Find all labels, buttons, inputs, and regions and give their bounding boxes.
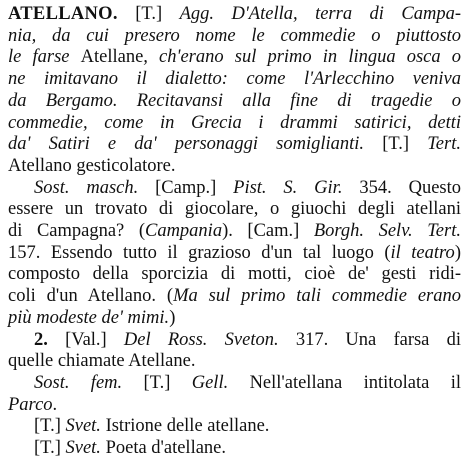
gloss: Campania	[144, 221, 223, 242]
sense-number: 2.	[34, 329, 48, 350]
grammar-label: Sost. fem.	[34, 372, 123, 393]
entry-line	[8, 4, 461, 26]
citation-author: Svet.	[65, 416, 101, 437]
entry-line	[8, 199, 461, 221]
source-tag: [T.]	[117, 4, 180, 24]
source-tag: [Camp.]	[138, 177, 234, 198]
definition-text: le	[8, 47, 33, 68]
definition-text: , ch'erano sul primo in lingua osca o	[143, 47, 462, 68]
example-text: 354. Questo	[342, 177, 461, 198]
example-text: )	[454, 242, 461, 263]
entry-line	[8, 308, 461, 330]
entry-line	[8, 351, 461, 373]
definition-text: farse	[32, 47, 81, 68]
definition-text: da Bergamo. Recitavansi alla fine di tragedie o	[8, 90, 461, 111]
source-tag: [Val.]	[47, 329, 124, 350]
entry-line	[8, 373, 461, 395]
grammar-label: Sost. masch.	[34, 177, 139, 198]
citation-author: Svet.	[65, 438, 101, 459]
gloss: Ma sul primo tali commedie erano	[173, 286, 461, 307]
definition-text: ne imitavano il dialetto: come l'Arlecchino veniva	[8, 69, 461, 90]
example-text: Nell'atellana intitolata il	[228, 372, 461, 393]
example-text: di Campagna? (	[8, 221, 145, 242]
citation-author: Tert.	[427, 134, 461, 155]
entry-line	[8, 416, 461, 438]
example-text: Poeta d'atellane.	[100, 438, 227, 459]
gloss: più modeste de' mimi.	[8, 307, 170, 328]
example-text: Atellano gesticolatore.	[8, 155, 176, 176]
entry-line	[8, 395, 461, 417]
entry-line	[8, 438, 461, 460]
source-tag: [T.]	[34, 438, 66, 459]
entry-line	[8, 134, 461, 156]
example-text: .	[52, 394, 58, 415]
headword: ATELLANO.	[8, 4, 118, 24]
example-text: composto della sporcizia di motti, cioè de' gesti ridi-	[8, 264, 461, 285]
gloss: il teatro	[390, 242, 455, 263]
entry-line	[8, 221, 461, 243]
entry-line	[8, 113, 461, 135]
source-tag: [T.]	[122, 372, 192, 393]
entry-line	[8, 26, 461, 48]
entry-line	[8, 156, 461, 178]
example-text: 317. Una farsa di	[278, 329, 461, 350]
example-text: )	[169, 307, 176, 328]
citation-author: Borgh. Selv. Tert.	[313, 221, 461, 242]
entry-line	[8, 286, 461, 308]
gloss: Parco	[8, 394, 53, 415]
example-text: coli d'un Atellano. (	[8, 286, 174, 307]
entry-line	[8, 330, 461, 352]
definition-text: commedie, come in Grecia i drammi satirici, detti	[8, 112, 461, 133]
example-text: 157. Essendo tutto il grazioso d'un tal luogo (	[8, 242, 391, 263]
entry-line	[8, 91, 461, 113]
source-tag: ). [Cam.]	[222, 221, 314, 242]
example-text: essere un trovato di giocolare, o giuochi degli atellani	[8, 199, 461, 220]
definition-text: Agg. D'Atella, terra di Campa-	[179, 4, 461, 24]
source-tag: [T.]	[34, 416, 66, 437]
entry-line	[8, 264, 461, 286]
citation-author: Pist. S. Gir.	[233, 177, 343, 198]
definition-text: da' Satiri e da' personaggi somiglianti.	[8, 134, 365, 155]
definition-text: nia, da cui presero nome le commedie o piuttosto	[8, 25, 461, 46]
example-text: quelle chiamate Atellane.	[8, 351, 196, 372]
entry-line	[8, 243, 461, 265]
citation-author: Del Ross. Sveton.	[123, 329, 279, 350]
entry-line	[8, 178, 461, 200]
entry-line	[8, 47, 461, 69]
citation-author: Gell.	[191, 372, 229, 393]
example-text: Istrione delle atellane.	[100, 416, 270, 437]
entry-line	[8, 69, 461, 91]
term: Atellane	[80, 47, 144, 68]
source-tag: [T.]	[364, 134, 428, 155]
